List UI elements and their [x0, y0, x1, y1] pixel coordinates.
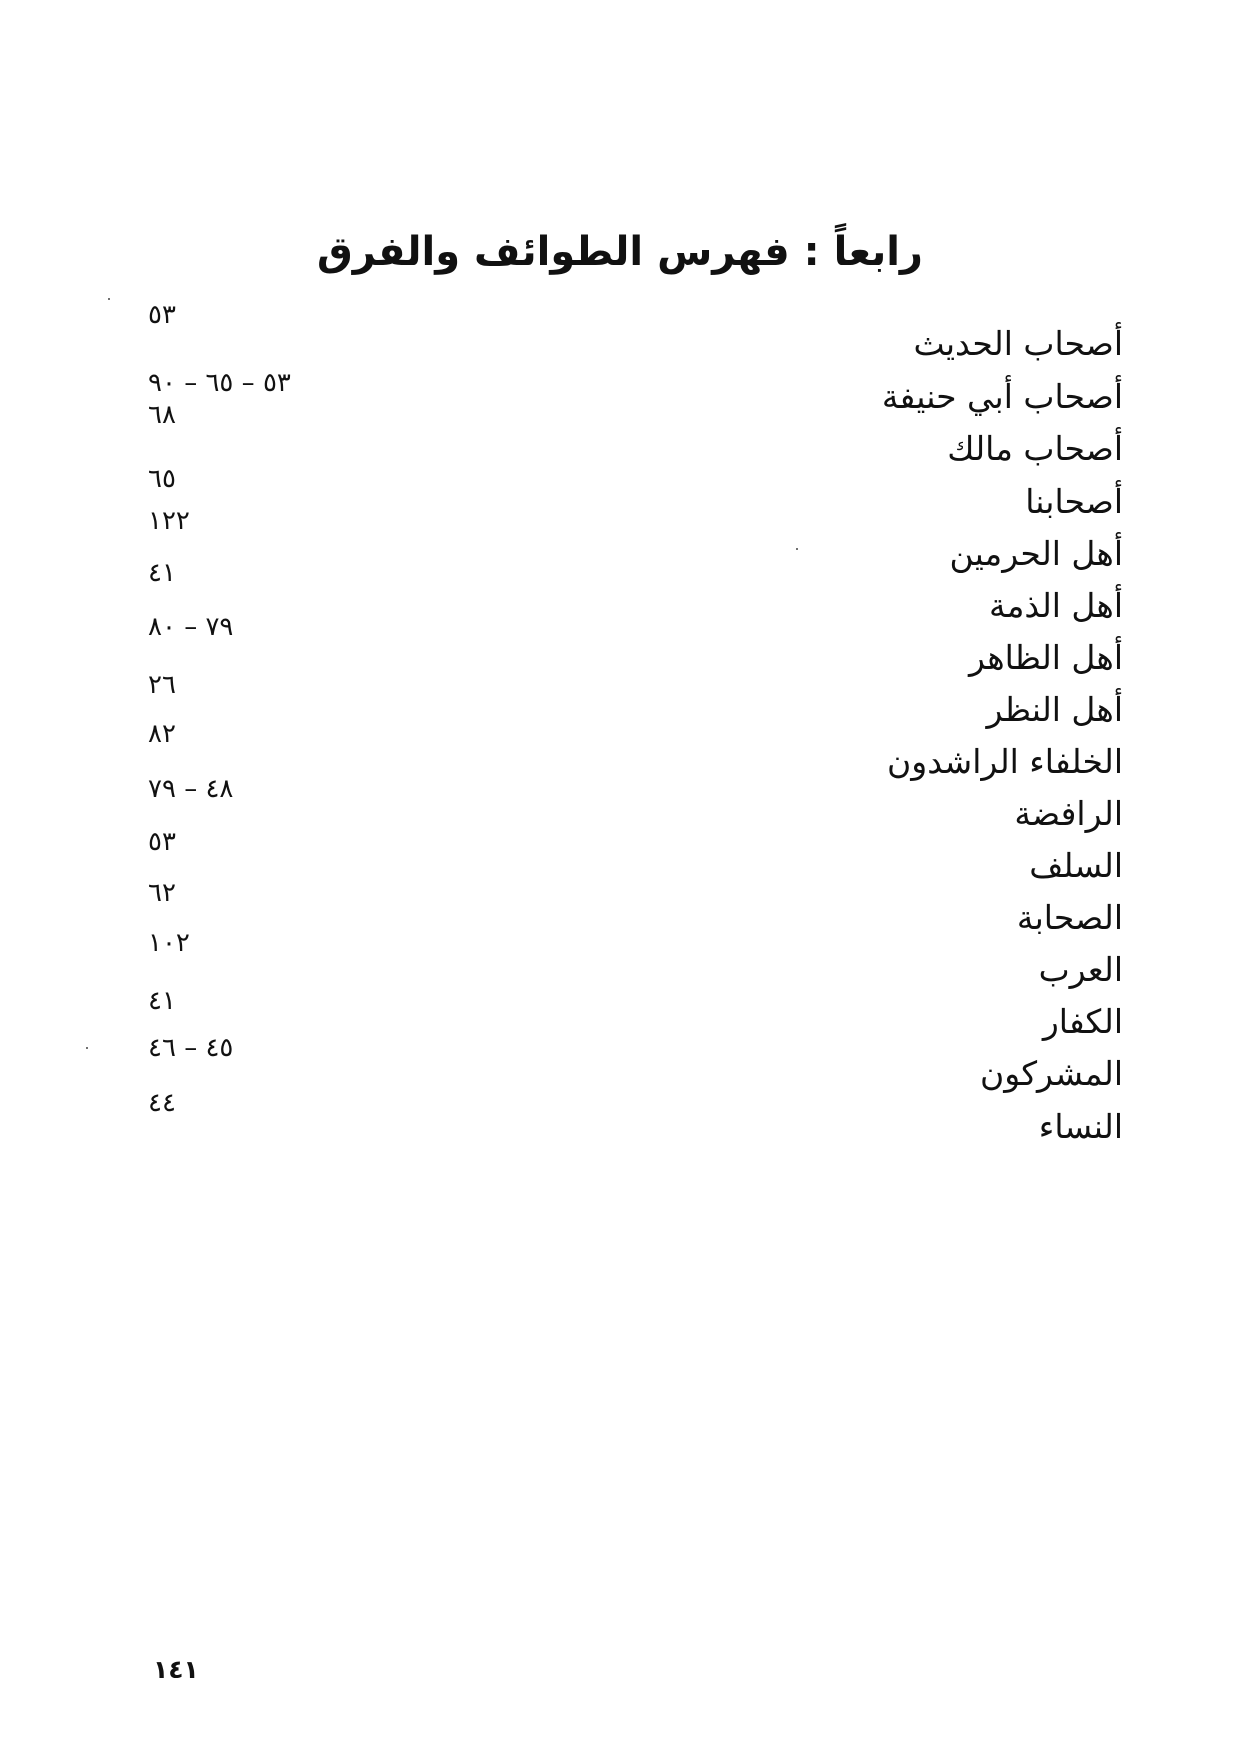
index-entry-name: أصحاب مالك — [947, 429, 1123, 468]
index-entry-pages: ١٢٢ — [148, 506, 190, 536]
index-entry-pages: ٧٩ – ٨٠ — [148, 612, 234, 642]
index-entry-name: الرافضة — [1014, 794, 1123, 833]
index-entry-pages: ٢٦ — [148, 670, 176, 700]
index-entry-pages: ٦٨ — [148, 400, 176, 430]
index-entry-pages: ٦٥ — [148, 464, 176, 494]
scan-speck — [86, 1047, 88, 1049]
index-entry-pages: ٦٢ — [148, 878, 176, 908]
scan-speck — [108, 298, 110, 300]
index-entry-pages: ٤٤ — [148, 1088, 176, 1118]
index-entry-name: أهل الحرمين — [949, 534, 1123, 573]
index-entry-pages: ١٠٢ — [148, 928, 190, 958]
index-entry-name: الصحابة — [1016, 898, 1123, 937]
index-entry-name: أهل الظاهر — [968, 638, 1123, 677]
index-entry-name: أصحاب أبي حنيفة — [881, 377, 1123, 416]
scan-speck — [796, 548, 798, 550]
index-entry-name: العرب — [1038, 950, 1123, 989]
index-entry-name: أصحابنا — [1025, 482, 1123, 521]
index-entry-pages: ٤١ — [148, 558, 176, 588]
index-title: رابعاً : فهرس الطوائف والفرق — [317, 229, 923, 275]
index-entry-pages: ٨٢ — [148, 719, 176, 749]
index-entry-name: الخلفاء الراشدون — [887, 742, 1123, 781]
index-entry-name: السلف — [1029, 846, 1123, 885]
index-entry-pages: ٤٥ – ٤٦ — [148, 1033, 234, 1063]
index-entry-pages: ٤١ — [148, 986, 176, 1016]
index-entry-name: أهل الذمة — [989, 586, 1123, 625]
index-entry-name: الكفار — [1042, 1002, 1123, 1041]
index-entry-name: النساء — [1038, 1107, 1123, 1146]
index-entry-name: أهل النظر — [986, 690, 1123, 729]
index-entry-name: أصحاب الحديث — [913, 324, 1123, 363]
index-entry-pages: ٥٣ — [148, 827, 176, 857]
index-entry-pages: ٥٣ — [148, 300, 176, 330]
page-number: ١٤١ — [153, 1655, 199, 1684]
index-entry-pages: ٤٨ – ٧٩ — [148, 774, 234, 804]
index-entry-pages: ٥٣ – ٦٥ – ٩٠ — [148, 368, 291, 398]
index-entry-name: المشركون — [980, 1054, 1123, 1093]
